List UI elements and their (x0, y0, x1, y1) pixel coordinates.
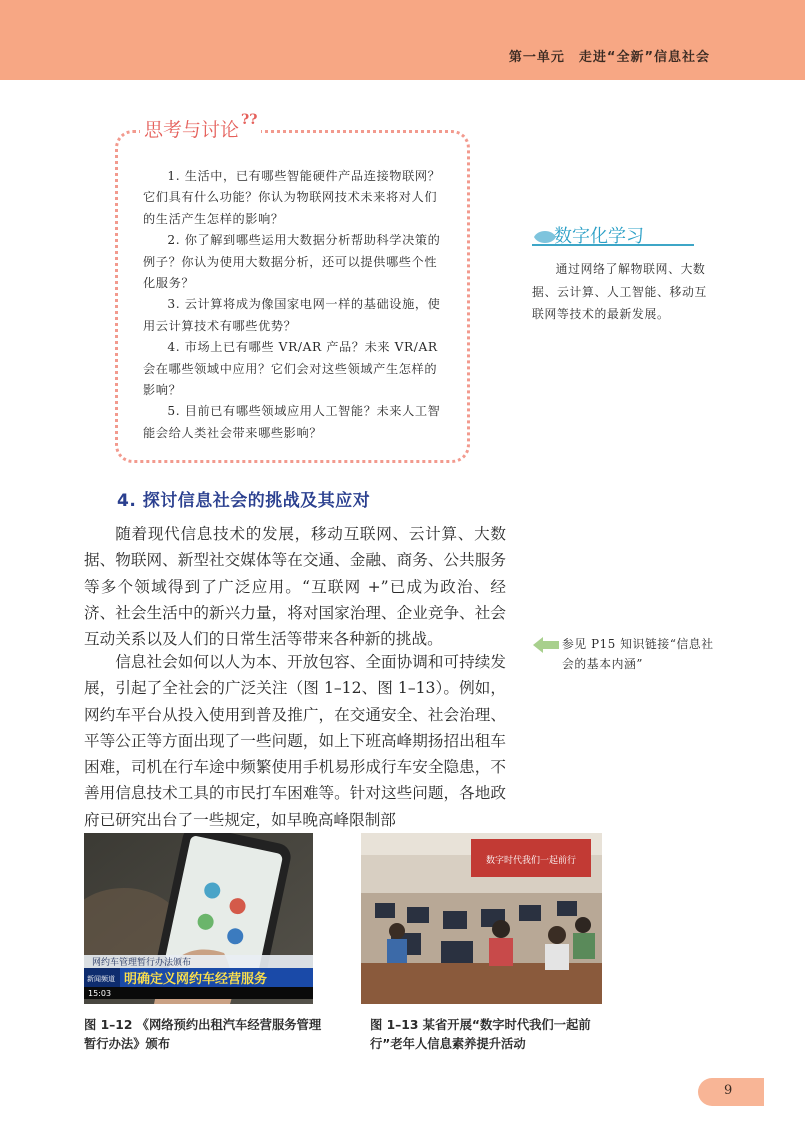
question-item: 1. 生活中，已有哪些智能硬件产品连接物联网？它们具有什么功能？你认为物联网技术未来将对人们的生活产生怎样的影响？ (143, 169, 441, 226)
figure-1-12-image (84, 833, 313, 1004)
body-paragraph: 随着现代信息技术的发展，移动互联网、云计算、大数据、物联网、新型社交媒体等在交通、金融、商务、公共服务等多个领域得到了广泛应用。“互联网 +”已成为政治、经济、社会生活中的新兴力量，将对国家治理、企业竞争、社会互动关系以及人们的日常生活等带来各种新的挑战。 (84, 525, 506, 649)
think-discuss-title (140, 112, 261, 147)
header-title: 第一单元 走进“全新”信息社会 (508, 50, 710, 65)
header-band (0, 0, 805, 80)
question-item: 5. 目前已有哪些领域应用人工智能？未来人工智能会给人类社会带来哪些影响？ (143, 404, 441, 440)
tv-headline: 明确定义网约车经营服务 (124, 972, 268, 987)
think-discuss-title-text: 思考与讨论 (144, 119, 240, 141)
side-reference-note: 参见 P15 知识链接“信息社会的基本内涵” (562, 637, 714, 671)
tv-time: 15:03 (88, 989, 112, 998)
question-marks-icon: ?? (241, 112, 258, 128)
banner-text: 数字时代我们一起前行 (485, 856, 577, 866)
digital-learning-text: 通过网络了解物联网、大数据、云计算、人工智能、移动互联网等技术的最新发展。 (532, 262, 707, 322)
question-item: 4. 市场上已有哪些 VR/AR 产品？未来 VR/AR 会在哪些领域中应用？它们会对这些领域产生怎样的影响？ (143, 340, 438, 398)
think-discuss-questions (143, 166, 443, 444)
tv-station-label: 新闻频道 (87, 975, 115, 983)
figure-1-13-caption: 图 1–13 某省开展“数字时代我们一起前行”老年人信息素养提升活动 (370, 1018, 591, 1051)
body-paragraph: 信息社会如何以人为本、开放包容、全面协调和可持续发展，引起了全社会的广泛关注（图 1–12、图 1–13）。例如，网约车平台从投入使用到普及推广，在交通安全、社会治理、平等公正等方面出现了一些问题，如上下班高峰期扬招出租车困难，司机在行车途中频繁使用手机易形成行车安全隐患，不善用信息技术工具的市民打车困难等。针对这些问题，各地政府已研究出台了一些规定，如早晚高峰限制部 (84, 653, 506, 829)
digital-learning-title: 数字化学习 (554, 226, 644, 247)
figure-1-12-caption: 图 1–12 《网络预约出租汽车经营服务管理暂行办法》颁布 (84, 1018, 322, 1051)
arrow-left-icon (533, 637, 559, 653)
tv-small-caption: 网约车管理暂行办法颁布 (92, 958, 192, 968)
page-number: 9 (724, 1083, 733, 1098)
figure-1-13-image (361, 833, 602, 1004)
section-heading: 4. 探讨信息社会的挑战及其应对 (117, 491, 371, 511)
question-item: 3. 云计算将成为像国家电网一样的基础设施，使用云计算技术有哪些优势？ (143, 297, 441, 333)
question-item: 2. 你了解到哪些运用大数据分析帮助科学决策的例子？你认为使用大数据分析，还可以提供哪些个性化服务？ (143, 233, 441, 291)
